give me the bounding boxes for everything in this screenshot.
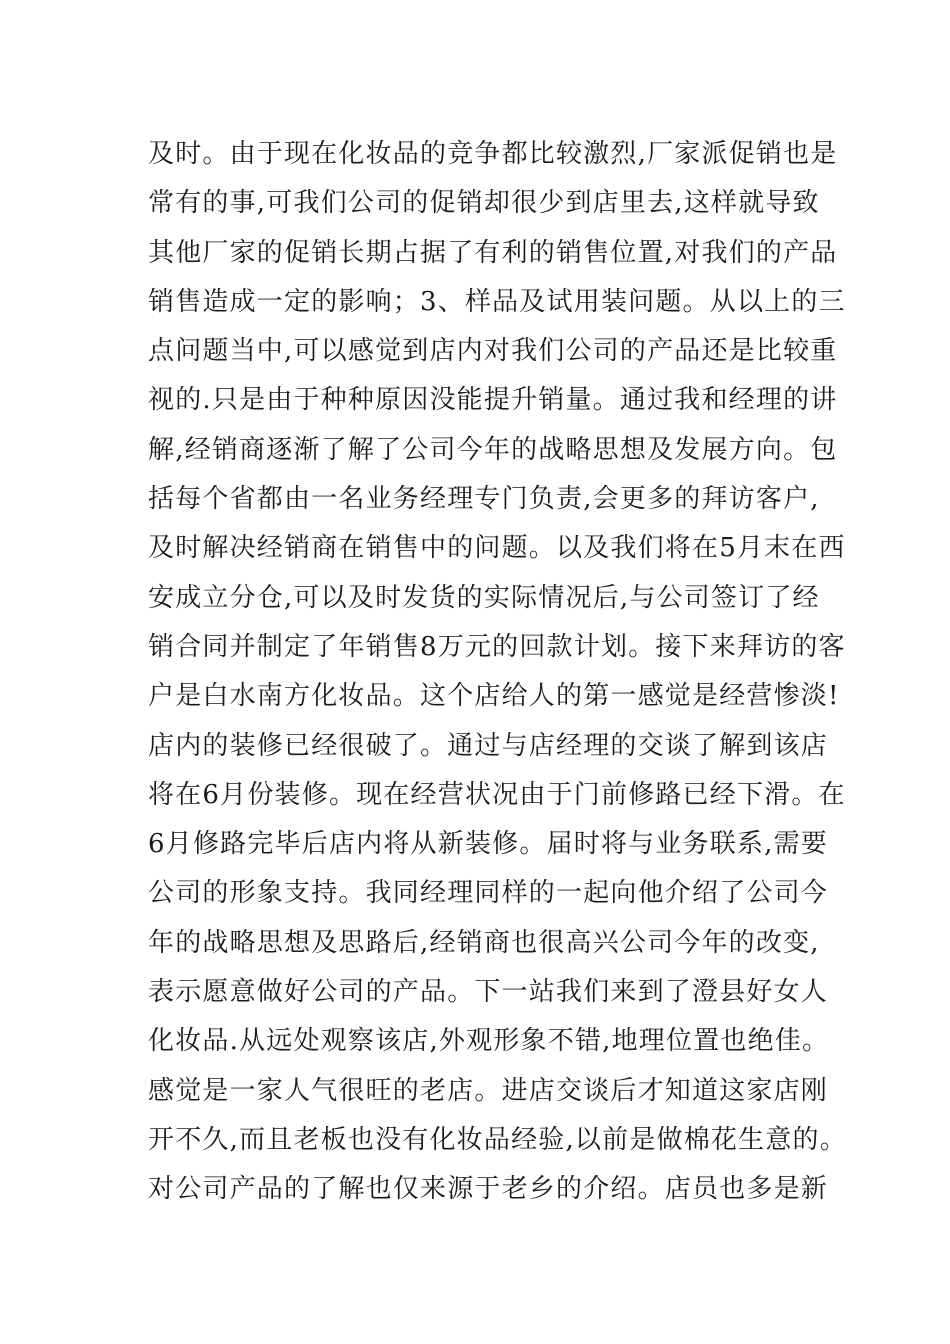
text-line: 销合同并制定了年销售8万元的回款计划。接下来拜访的客 xyxy=(148,631,846,662)
text-line: 户是白水南方化妆品。这个店给人的第一感觉是经营惨淡! xyxy=(148,681,840,712)
text-line: 解,经销商逐渐了解了公司今年的战略思想及发展方向。包 xyxy=(148,434,838,465)
text-line: 对公司产品的了解也仅来源于老乡的介绍。店员也多是新 xyxy=(148,1174,829,1205)
text-line: 视的.只是由于种种原因没能提升销量。通过我和经理的讲 xyxy=(148,385,838,416)
text-line: 括每个省都由一名业务经理专门负责,会更多的拜访客户, xyxy=(148,484,820,515)
text-line: 表示愿意做好公司的产品。下一站我们来到了澄县好女人 xyxy=(148,977,829,1008)
text-line: 6月修路完毕后店内将从新装修。届时将与业务联系,需要 xyxy=(148,829,829,860)
text-line: 常有的事,可我们公司的促销却很少到店里去,这样就导致 xyxy=(148,188,820,219)
text-line: 将在6月份装修。现在经营状况由于门前修路已经下滑。在 xyxy=(148,779,846,810)
text-line: 销售造成一定的影响；3、样品及试用装问题。从以上的三 xyxy=(148,286,846,317)
text-line: 开不久,而且老板也没有化妆品经验,以前是做棉花生意的。 xyxy=(148,1124,847,1155)
text-line: 其他厂家的促销长期占据了有利的销售位置,对我们的产品 xyxy=(148,237,838,268)
body-text xyxy=(148,130,847,1215)
text-line: 感觉是一家人气很旺的老店。进店交谈后才知道这家店刚 xyxy=(148,1075,829,1106)
text-line: 年的战略思想及思路后,经销商也很高兴公司今年的改变, xyxy=(148,927,820,958)
text-line: 化妆品.从远处观察该店,外观形象不错,地理位置也绝佳。 xyxy=(148,1026,830,1057)
text-line: 点问题当中,可以感觉到店内对我们公司的产品还是比较重 xyxy=(148,336,838,367)
text-line: 及时解决经销商在销售中的问题。以及我们将在5月末在西 xyxy=(148,533,846,564)
text-line: 及时。由于现在化妆品的竞争都比较激烈,厂家派促销也是 xyxy=(148,139,838,169)
text-line: 公司的形象支持。我同经理同样的一起向他介绍了公司今 xyxy=(148,878,829,909)
text-line: 安成立分仓,可以及时发货的实际情况后,与公司签订了经 xyxy=(148,582,820,613)
text-line: 店内的装修已经很破了。通过与店经理的交谈了解到该店 xyxy=(148,730,829,761)
